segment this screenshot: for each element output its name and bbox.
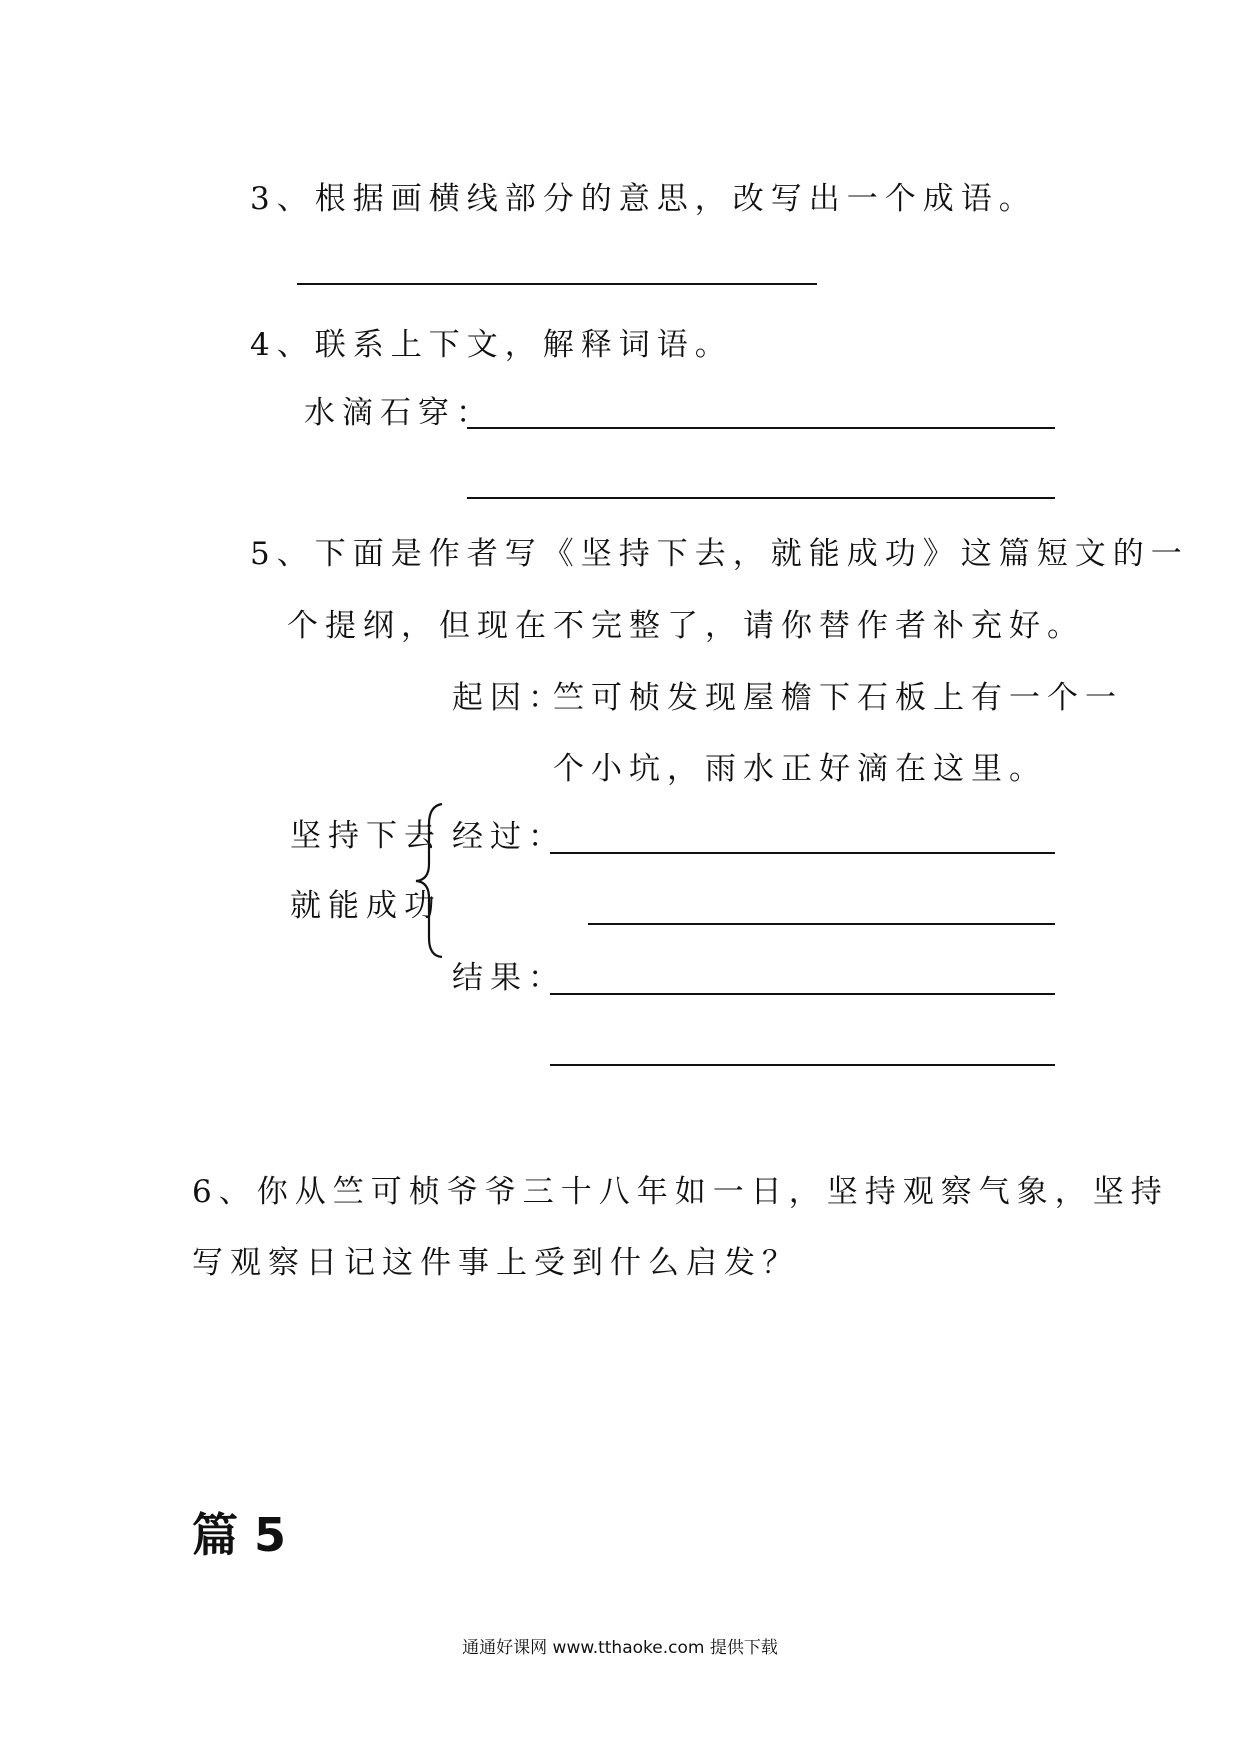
outline-result-answer-line-1[interactable]: [550, 993, 1055, 995]
outline-cause-text-line-1: 竺可桢发现屋檐下石板上有一个一: [553, 680, 1123, 716]
outline-process-label: 经过：: [452, 819, 566, 855]
question-5-prompt-line-1: 5、下面是作者写《坚持下去，就能成功》这篇短文的一: [250, 536, 1189, 572]
question-6-prompt-line-1: 6、你从竺可桢爷爷三十八年如一日，坚持观察气象，坚持: [192, 1174, 1169, 1210]
outline-result-label: 结果：: [452, 960, 566, 996]
question-4-term-label: 水滴石穿：: [304, 395, 494, 431]
outline-brace-icon: [412, 802, 446, 958]
question-6-prompt-line-2: 写观察日记这件事上受到什么启发？: [192, 1245, 800, 1281]
section-heading: 篇 5: [192, 1508, 287, 1562]
outline-title-line-1: 坚持下去: [290, 818, 442, 854]
question-3-answer-line[interactable]: [297, 283, 817, 285]
question-3-prompt: 3、根据画横线部分的意思，改写出一个成语。: [250, 181, 1037, 217]
question-5-prompt-line-2: 个提纲，但现在不完整了，请你替作者补充好。: [287, 608, 1085, 644]
outline-result-answer-line-2[interactable]: [550, 1064, 1055, 1066]
footer-credit: 通通好课网 www.tthaoke.com 提供下载: [462, 1638, 778, 1658]
outline-cause-text-line-2: 个小坑，雨水正好滴在这里。: [553, 751, 1047, 787]
outline-process-answer-line-2[interactable]: [588, 923, 1055, 925]
outline-process-answer-line-1[interactable]: [550, 852, 1055, 854]
outline-title-line-2: 就能成功: [290, 888, 442, 924]
question-4-answer-line-1[interactable]: [467, 427, 1055, 429]
outline-cause-label: 起因：: [452, 680, 566, 716]
question-4-prompt: 4、联系上下文，解释词语。: [250, 327, 733, 363]
question-4-answer-line-2[interactable]: [467, 497, 1055, 499]
